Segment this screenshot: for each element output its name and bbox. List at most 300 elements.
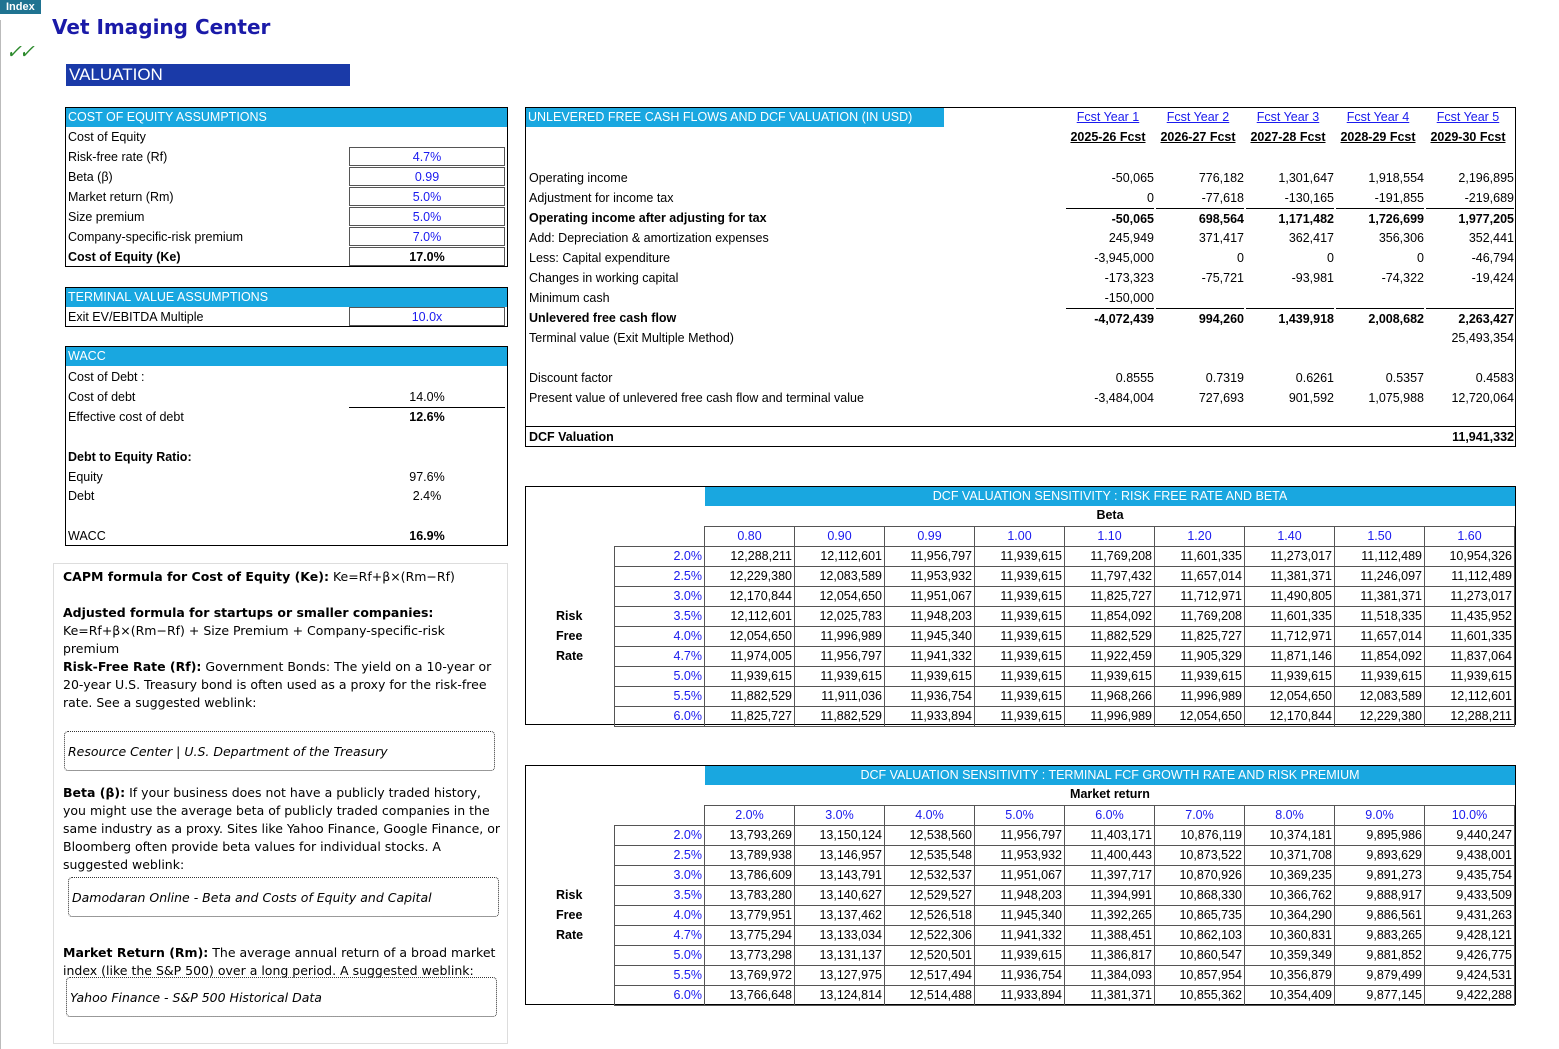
sensitivity-cell: 11,933,894 — [885, 707, 975, 727]
sensitivity-cell: 11,939,615 — [975, 547, 1065, 567]
sensitivity-cell: 10,873,522 — [1155, 846, 1245, 866]
dcf-row — [526, 248, 1516, 268]
tv-value[interactable]: 10.0x — [349, 307, 505, 326]
dcf-cell: -93,981 — [1291, 271, 1334, 285]
sensitivity-row-axis: Rate — [556, 649, 584, 663]
sensitivity-cell: 11,939,615 — [1335, 667, 1425, 687]
dcf-cell: 25,493,354 — [1451, 331, 1514, 345]
dcf-cell: 698,564 — [1156, 208, 1244, 229]
dcf-cell: 1,171,482 — [1246, 208, 1334, 229]
sensitivity-cell: 11,936,754 — [885, 687, 975, 707]
sensitivity-cell: 11,273,017 — [1425, 587, 1515, 607]
sensitivity-cell: 9,424,531 — [1425, 966, 1515, 986]
dcf-valuation-label: DCF Valuation — [529, 430, 614, 444]
dcf-cell: -75,721 — [1201, 271, 1244, 285]
dcf-row — [526, 308, 1516, 328]
dcf-cell: -46,794 — [1471, 251, 1514, 265]
sensitivity-col-header: 4.0% — [885, 806, 975, 826]
sensitivity-cell: 11,825,727 — [1155, 627, 1245, 647]
sensitivity-col-header: 1.40 — [1245, 527, 1335, 547]
sensitivity-cell: 13,793,269 — [705, 826, 795, 846]
dcf-row-label: Discount factor — [529, 371, 613, 385]
sensitivity-cell: 11,905,329 — [1155, 647, 1245, 667]
sensitivity-cell: 11,996,989 — [1065, 707, 1155, 727]
sensitivity-row-header: 3.0% — [615, 587, 705, 607]
dcf-row-label: Add: Depreciation & amortization expenses — [529, 231, 769, 245]
dcf-cell: 0.7319 — [1205, 371, 1244, 385]
sensitivity-cell: 12,112,601 — [705, 607, 795, 627]
debt-header: Cost of Debt : — [68, 370, 145, 384]
dcf-cell: 12,720,064 — [1451, 391, 1514, 405]
tv-header: TERMINAL VALUE ASSUMPTIONS — [66, 288, 507, 307]
sensitivity-row-axis: Risk — [556, 888, 583, 902]
wacc-value: 16.9% — [409, 529, 445, 543]
sensitivity-cell: 12,112,601 — [795, 547, 885, 567]
coe-header: COST OF EQUITY ASSUMPTIONS — [66, 108, 507, 127]
sensitivity-col-header: 6.0% — [1065, 806, 1155, 826]
dcf-cell: -219,689 — [1464, 191, 1514, 205]
sensitivity-cell: 10,855,362 — [1155, 986, 1245, 1006]
dcf-cell: 2,196,895 — [1458, 171, 1514, 185]
dcf-cell: 0.6261 — [1295, 371, 1334, 385]
sensitivity-col-header: 5.0% — [975, 806, 1065, 826]
dcf-valuation-value: 11,941,332 — [1452, 430, 1514, 444]
dcf-cell: -173,323 — [1104, 271, 1154, 285]
dcf-cell: -4,072,439 — [1066, 308, 1154, 329]
sensitivity-col-header: 1.60 — [1425, 527, 1515, 547]
dcf-cell: 0.5357 — [1385, 371, 1424, 385]
sensitivity-cell: 11,941,332 — [885, 647, 975, 667]
sensitivity-cell: 13,779,951 — [705, 906, 795, 926]
sensitivity-row — [615, 966, 1515, 986]
sensitivity-cell: 9,440,247 — [1425, 826, 1515, 846]
sensitivity-cell: 11,657,014 — [1155, 567, 1245, 587]
sensitivity-cell: 10,374,181 — [1245, 826, 1335, 846]
sensitivity-col-axis: Market return — [1070, 787, 1150, 801]
forecast-period-header: 2027-28 Fcst — [1250, 130, 1326, 144]
dcf-cell: 1,977,205 — [1426, 208, 1514, 229]
sensitivity-cell: 11,948,203 — [975, 886, 1065, 906]
sensitivity-cell: 11,953,932 — [885, 567, 975, 587]
section-title: VALUATION — [66, 64, 350, 86]
sensitivity-cell: 11,933,894 — [975, 986, 1065, 1006]
sensitivity-col-header: 1.10 — [1065, 527, 1155, 547]
coe-total-row — [66, 247, 507, 267]
sensitivity-col-header: 2.0% — [705, 806, 795, 826]
coe-row-label: Company-specific-risk premium — [68, 230, 244, 244]
sensitivity-cell: 11,657,014 — [1335, 627, 1425, 647]
sensitivity-cell: 12,229,380 — [1335, 707, 1425, 727]
sensitivity-row — [615, 627, 1515, 647]
equity-label: Equity — [68, 470, 103, 484]
dcf-row-label: Operating income after adjusting for tax — [529, 211, 767, 225]
sensitivity-title: DCF VALUATION SENSITIVITY : RISK FREE RATE AND BETA — [705, 487, 1515, 506]
sensitivity-cell: 11,939,615 — [1425, 667, 1515, 687]
treasury-link[interactable]: Resource Center | U.S. Department of the Treasury — [64, 731, 495, 771]
sensitivity-cell: 10,371,708 — [1245, 846, 1335, 866]
forecast-year-header: Fcst Year 2 — [1166, 110, 1230, 124]
debt-value: 2.4% — [412, 489, 442, 503]
sensitivity-row — [615, 986, 1515, 1006]
dcf-cell: 352,441 — [1468, 231, 1514, 245]
sensitivity-row — [615, 687, 1515, 707]
sensitivity-cell: 13,124,814 — [795, 986, 885, 1006]
sensitivity-cell: 10,359,349 — [1245, 946, 1335, 966]
dcf-row — [526, 208, 1516, 228]
sensitivity-row — [615, 667, 1515, 687]
dcf-cell: 356,306 — [1378, 231, 1424, 245]
cost-of-debt-label: Cost of debt — [68, 390, 136, 404]
sensitivity-cell: 10,354,409 — [1245, 986, 1335, 1006]
sensitivity-cell: 11,397,717 — [1065, 866, 1155, 886]
terminal-value-box — [65, 287, 508, 327]
sensitivity-row-header: 6.0% — [615, 986, 705, 1006]
sensitivity-row — [615, 567, 1515, 587]
sensitivity-row-axis: Free — [556, 629, 583, 643]
sensitivity-cell: 11,381,371 — [1335, 587, 1425, 607]
sensitivity-cell: 13,775,294 — [705, 926, 795, 946]
sensitivity-cell: 11,939,615 — [975, 567, 1065, 587]
sensitivity-row-header: 3.5% — [615, 886, 705, 906]
sensitivity-cell: 10,954,326 — [1425, 547, 1515, 567]
sensitivity-cell: 12,538,560 — [885, 826, 975, 846]
sensitivity-cell: 13,773,298 — [705, 946, 795, 966]
dcf-cell: 2,263,427 — [1426, 308, 1514, 329]
equity-value: 97.6% — [409, 470, 445, 484]
sensitivity-cell: 10,876,119 — [1155, 826, 1245, 846]
dcf-cell: -150,000 — [1104, 291, 1154, 305]
sensitivity-cell: 13,146,957 — [795, 846, 885, 866]
sensitivity-row-header: 4.0% — [615, 906, 705, 926]
sensitivity-cell: 11,246,097 — [1335, 567, 1425, 587]
yahoo-link[interactable]: Yahoo Finance - S&P 500 Historical Data — [66, 977, 497, 1017]
adjusted-note: Adjusted formula for startups or smaller companies: Ke=Rf+β×(Rm−Rf) + Size Premium + Company-specific-risk premium — [63, 605, 445, 656]
sensitivity-row-header: 4.0% — [615, 627, 705, 647]
sensitivity-cell: 11,601,335 — [1425, 627, 1515, 647]
sensitivity-cell: 11,945,340 — [885, 627, 975, 647]
sensitivity-cell: 11,392,265 — [1065, 906, 1155, 926]
sheet-left-border — [0, 20, 1, 1049]
coe-row-value[interactable]: 7.0% — [349, 227, 505, 246]
dcf-cell: -3,945,000 — [1094, 251, 1154, 265]
sensitivity-row-header: 5.0% — [615, 946, 705, 966]
sensitivity-cell: 13,789,938 — [705, 846, 795, 866]
dcf-cell: -191,855 — [1374, 191, 1424, 205]
sensitivity-cell: 11,381,371 — [1065, 986, 1155, 1006]
sensitivity-cell: 11,601,335 — [1245, 607, 1335, 627]
sensitivity-cell: 11,996,989 — [795, 627, 885, 647]
dcf-cell: 1,075,988 — [1368, 391, 1424, 405]
sensitivity-cell: 12,025,783 — [795, 607, 885, 627]
sensitivity-cell: 12,083,589 — [1335, 687, 1425, 707]
sensitivity-cell: 11,922,459 — [1065, 647, 1155, 667]
sensitivity-cell: 9,883,265 — [1335, 926, 1425, 946]
coe-total-label: Cost of Equity (Ke) — [68, 250, 181, 264]
sensitivity-row-axis: Rate — [556, 928, 584, 942]
sensitivity-cell: 12,083,589 — [795, 567, 885, 587]
sensitivity-cell: 10,356,879 — [1245, 966, 1335, 986]
sensitivity-cell: 9,438,001 — [1425, 846, 1515, 866]
sensitivity-cell: 11,939,615 — [795, 667, 885, 687]
forecast-year-header: Fcst Year 3 — [1256, 110, 1320, 124]
dcf-cell: 0.8555 — [1115, 371, 1154, 385]
sensitivity-row — [615, 946, 1515, 966]
dcf-row — [526, 268, 1516, 288]
sensitivity-cell: 13,143,791 — [795, 866, 885, 886]
debt-label: Debt — [68, 489, 95, 503]
sensitivity-cell: 11,939,615 — [1155, 667, 1245, 687]
check-icon: ✓✓ — [6, 42, 32, 63]
dcf-row-label: Present value of unlevered free cash flow and terminal value — [529, 391, 864, 405]
sensitivity-row — [615, 926, 1515, 946]
sensitivity-cell: 11,112,489 — [1425, 567, 1515, 587]
coe-row-value[interactable]: 4.7% — [349, 147, 505, 166]
sensitivity-col-header: 9.0% — [1335, 806, 1425, 826]
sensitivity-row — [615, 826, 1515, 846]
sensitivity-col-header: 3.0% — [795, 806, 885, 826]
cost-of-debt-value[interactable]: 14.0% — [349, 387, 505, 408]
sensitivity-row-header: 3.5% — [615, 607, 705, 627]
index-tab[interactable]: Index — [0, 0, 41, 14]
sensitivity-cell: 12,054,650 — [795, 587, 885, 607]
sensitivity-cell: 12,054,650 — [705, 627, 795, 647]
sensitivity-cell: 11,797,432 — [1065, 567, 1155, 587]
dcf-row — [526, 328, 1516, 348]
sensitivity-cell: 11,996,989 — [1155, 687, 1245, 707]
dcf-row-label: Adjustment for income tax — [529, 191, 674, 205]
dcf-cell: 727,693 — [1198, 391, 1244, 405]
coe-row — [66, 167, 507, 187]
sensitivity-cell: 11,854,092 — [1065, 607, 1155, 627]
sensitivity-col-axis: Beta — [1096, 508, 1124, 522]
wacc-label: WACC — [68, 529, 106, 543]
sensitivity-cell: 12,112,601 — [1425, 687, 1515, 707]
sensitivity-cell: 12,170,844 — [1245, 707, 1335, 727]
wacc-box — [65, 346, 508, 546]
risk-free-note: Risk-Free Rate (Rf): Government Bonds: The yield on a 10-year or 20-year U.S. Treasury bond is often used as a proxy for the risk-free rate. See a suggested weblink: — [63, 659, 492, 710]
coe-row-label: Risk-free rate (Rf) — [68, 150, 168, 164]
sensitivity-cell: 13,150,124 — [795, 826, 885, 846]
sensitivity-cell: 11,974,005 — [705, 647, 795, 667]
sensitivity-cell: 10,868,330 — [1155, 886, 1245, 906]
sensitivity-cell: 11,384,093 — [1065, 966, 1155, 986]
dcf-row-label: Terminal value (Exit Multiple Method) — [529, 331, 734, 345]
sensitivity-cell: 10,366,762 — [1245, 886, 1335, 906]
dcf-row — [526, 388, 1516, 408]
sensitivity-col-header: 7.0% — [1155, 806, 1245, 826]
sensitivity-cell: 11,945,340 — [975, 906, 1065, 926]
sensitivity-cell: 10,860,547 — [1155, 946, 1245, 966]
sensitivity-row-header: 6.0% — [615, 707, 705, 727]
sensitivity-cell: 11,435,952 — [1425, 607, 1515, 627]
sensitivity-cell: 12,288,211 — [705, 547, 795, 567]
sensitivity-cell: 13,137,462 — [795, 906, 885, 926]
sensitivity-cell: 11,388,451 — [1065, 926, 1155, 946]
dcf-valuation-row — [526, 426, 1516, 447]
sensitivity-cell: 11,948,203 — [885, 607, 975, 627]
sensitivity-cell: 11,490,805 — [1245, 587, 1335, 607]
sensitivity-row-header: 4.7% — [615, 647, 705, 667]
sensitivity-cell: 11,939,615 — [975, 587, 1065, 607]
sensitivity-cell: 11,936,754 — [975, 966, 1065, 986]
dcf-box — [525, 107, 1516, 447]
effective-cost-label: Effective cost of debt — [68, 410, 184, 424]
sensitivity-cell: 11,951,067 — [975, 866, 1065, 886]
sensitivity-cell: 11,939,615 — [975, 946, 1065, 966]
sensitivity-cell: 11,882,529 — [1065, 627, 1155, 647]
damodaran-link[interactable]: Damodaran Online - Beta and Costs of Equity and Capital — [68, 877, 499, 917]
sensitivity-cell: 11,518,335 — [1335, 607, 1425, 627]
sensitivity-cell: 13,127,975 — [795, 966, 885, 986]
sensitivity-row — [615, 846, 1515, 866]
forecast-period-header: 2026-27 Fcst — [1160, 130, 1236, 144]
sensitivity-row-header: 5.5% — [615, 966, 705, 986]
dcf-cell: 1,726,699 — [1336, 208, 1424, 229]
sensitivity-cell: 11,939,615 — [975, 687, 1065, 707]
sensitivity-col-header: 8.0% — [1245, 806, 1335, 826]
sensitivity-cell: 9,893,629 — [1335, 846, 1425, 866]
sensitivity-cell: 11,854,092 — [1335, 647, 1425, 667]
dcf-row — [526, 168, 1516, 188]
coe-row-label: Size premium — [68, 210, 145, 224]
sensitivity-cell: 11,825,727 — [1065, 587, 1155, 607]
dcf-header: UNLEVERED FREE CASH FLOWS AND DCF VALUATION (IN USD) — [526, 108, 944, 127]
sensitivity-cell: 11,968,266 — [1065, 687, 1155, 707]
sensitivity-cell: 9,431,263 — [1425, 906, 1515, 926]
sensitivity-cell: 11,112,489 — [1335, 547, 1425, 567]
notes-panel — [53, 563, 508, 1044]
sensitivity-cell: 12,522,306 — [885, 926, 975, 946]
sensitivity-cell: 13,766,648 — [705, 986, 795, 1006]
sensitivity-cell: 11,941,332 — [975, 926, 1065, 946]
sensitivity-row-header: 2.5% — [615, 567, 705, 587]
effective-cost-value: 12.6% — [409, 410, 445, 424]
sensitivity-cell: 12,054,650 — [1155, 707, 1245, 727]
forecast-year-header: Fcst Year 5 — [1436, 110, 1500, 124]
sensitivity-row — [615, 587, 1515, 607]
sensitivity-cell: 12,529,527 — [885, 886, 975, 906]
wacc-header: WACC — [66, 347, 507, 366]
dcf-row — [526, 188, 1516, 208]
sensitivity-col-header: 0.99 — [885, 527, 975, 547]
sensitivity-cell: 11,601,335 — [1155, 547, 1245, 567]
dcf-cell: 1,439,918 — [1246, 308, 1334, 329]
sensitivity-cell: 9,428,121 — [1425, 926, 1515, 946]
sensitivity-row-axis: Risk — [556, 609, 583, 623]
dcf-row-label: Less: Capital expenditure — [529, 251, 671, 265]
dcf-cell: 0 — [1237, 251, 1244, 265]
sensitivity-cell: 11,769,208 — [1065, 547, 1155, 567]
sensitivity-cell: 11,769,208 — [1155, 607, 1245, 627]
dcf-cell: 1,301,647 — [1278, 171, 1334, 185]
sensitivity-cell: 11,400,443 — [1065, 846, 1155, 866]
sensitivity-beta-box — [525, 486, 1516, 725]
sensitivity-cell: 11,956,797 — [975, 826, 1065, 846]
sensitivity-cell: 11,939,615 — [975, 647, 1065, 667]
sensitivity-cell: 11,381,371 — [1245, 567, 1335, 587]
sensitivity-col-header: 0.90 — [795, 527, 885, 547]
sensitivity-row-header: 4.7% — [615, 926, 705, 946]
coe-row — [66, 207, 507, 227]
dcf-cell: 901,592 — [1288, 391, 1334, 405]
sensitivity-row-header: 3.0% — [615, 866, 705, 886]
sensitivity-cell: 11,386,817 — [1065, 946, 1155, 966]
sensitivity-cell: 9,422,288 — [1425, 986, 1515, 1006]
dcf-cell: 371,417 — [1198, 231, 1244, 245]
sensitivity-cell: 12,535,548 — [885, 846, 975, 866]
forecast-period-header: 2029-30 Fcst — [1430, 130, 1506, 144]
sensitivity-row-header: 2.0% — [615, 547, 705, 567]
sensitivity-col-header: 10.0% — [1425, 806, 1515, 826]
sensitivity-cell: 13,133,034 — [795, 926, 885, 946]
dcf-row — [526, 368, 1516, 388]
dcf-cell: -50,065 — [1066, 208, 1154, 229]
dcf-row-label: Minimum cash — [529, 291, 610, 305]
sensitivity-row — [615, 647, 1515, 667]
sensitivity-cell: 10,865,735 — [1155, 906, 1245, 926]
sensitivity-cell: 12,532,537 — [885, 866, 975, 886]
dcf-cell: 0.4583 — [1475, 371, 1514, 385]
sensitivity-cell: 12,526,518 — [885, 906, 975, 926]
coe-row — [66, 187, 507, 207]
sensitivity-col-header: 0.80 — [705, 527, 795, 547]
sensitivity-row-header: 2.0% — [615, 826, 705, 846]
sensitivity-cell: 11,712,971 — [1155, 587, 1245, 607]
sensitivity-cell: 10,862,103 — [1155, 926, 1245, 946]
coe-row — [66, 227, 507, 247]
sensitivity-cell: 9,881,852 — [1335, 946, 1425, 966]
dcf-row — [526, 228, 1516, 248]
dcf-cell: 994,260 — [1156, 308, 1244, 329]
sensitivity-row — [615, 607, 1515, 627]
coe-total-value[interactable]: 17.0% — [349, 247, 505, 266]
sensitivity-cell: 10,360,831 — [1245, 926, 1335, 946]
sensitivity-cell: 12,229,380 — [705, 567, 795, 587]
sensitivity-cell: 11,939,615 — [1245, 667, 1335, 687]
app-title: Vet Imaging Center — [52, 15, 271, 39]
tv-label: Exit EV/EBITDA Multiple — [68, 310, 204, 324]
sensitivity-col-header: 1.00 — [975, 527, 1065, 547]
sensitivity-cell: 11,394,991 — [1065, 886, 1155, 906]
dcf-cell: 0 — [1327, 251, 1334, 265]
sensitivity-cell: 11,939,615 — [975, 627, 1065, 647]
sensitivity-cell: 12,514,488 — [885, 986, 975, 1006]
sensitivity-row — [615, 886, 1515, 906]
coe-row-value[interactable]: 0.99 — [349, 167, 505, 186]
sensitivity-cell: 13,131,137 — [795, 946, 885, 966]
sensitivity-row-axis: Free — [556, 908, 583, 922]
dcf-cell: -3,484,004 — [1094, 391, 1154, 405]
sensitivity-cell: 11,837,064 — [1425, 647, 1515, 667]
sensitivity-cell: 12,170,844 — [705, 587, 795, 607]
sensitivity-cell: 11,939,615 — [975, 607, 1065, 627]
forecast-period-header: 2028-29 Fcst — [1340, 130, 1416, 144]
market-return-note: Market Return (Rm): The average annual return of a broad market index (like the S&P 500) over a long period. A suggested weblink: — [63, 945, 496, 978]
coe-row-value[interactable]: 5.0% — [349, 207, 505, 226]
sensitivity-cell: 9,879,499 — [1335, 966, 1425, 986]
sensitivity-cell: 10,364,290 — [1245, 906, 1335, 926]
sensitivity-cell: 11,939,615 — [975, 667, 1065, 687]
sensitivity-row — [615, 866, 1515, 886]
dcf-cell: 245,949 — [1108, 231, 1154, 245]
sensitivity-cell: 11,882,529 — [795, 707, 885, 727]
sensitivity-cell: 9,886,561 — [1335, 906, 1425, 926]
sensitivity-cell: 13,786,609 — [705, 866, 795, 886]
sensitivity-cell: 12,517,494 — [885, 966, 975, 986]
coe-row-value[interactable]: 5.0% — [349, 187, 505, 206]
sensitivity-col-header: 1.50 — [1335, 527, 1425, 547]
sensitivity-cell: 11,956,797 — [885, 547, 975, 567]
